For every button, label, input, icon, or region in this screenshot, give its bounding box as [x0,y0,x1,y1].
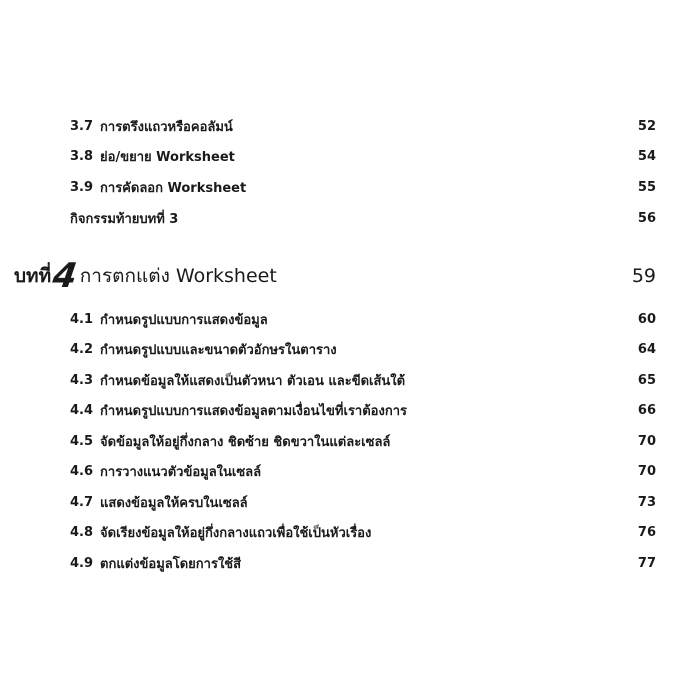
section-title: จัดเรียงข้อมูลให้อยู่กึ่งกลางแถวเพื่อใช้เป็นหัวเรื่อง [100,525,372,541]
toc-entry-4-9 [70,553,656,573]
section-title: แสดงข้อมูลให้ครบในเซลล์ [100,495,248,511]
section-number: 3.7 [70,118,94,134]
section-number: 4.2 [70,341,94,357]
toc-entry-activity-3 [70,208,656,228]
section-number: 4.6 [70,463,94,479]
page-number: 66 [637,402,656,418]
section-title: กำหนดข้อมูลให้แสดงเป็นตัวหนา ตัวเอน และขีดเส้นใต้ [100,373,406,389]
section-title: การวางแนวตัวข้อมูลในเซลล์ [100,464,262,480]
section-title: จัดข้อมูลให้อยู่กึ่งกลาง ชิดซ้าย ชิดขวาในแต่ละเซลล์ [100,434,391,450]
toc-entry-4-8 [70,522,656,542]
page-number: 77 [637,555,656,571]
section-title: กำหนดรูปแบบการแสดงข้อมูลตามเงื่อนไขที่เราต้องการ [100,403,407,419]
page-number: 76 [637,524,656,540]
section-number: 4.4 [70,402,94,418]
chapter-prefix: บทที่ [14,265,52,287]
section-title: กำหนดรูปแบบและขนาดตัวอักษรในตาราง [100,342,337,358]
toc-entry-4-5 [70,431,656,451]
section-number: 4.5 [70,433,94,449]
section-number: 4.7 [70,494,94,510]
page-number: 70 [637,433,656,449]
toc-entry-4-7 [70,492,656,512]
section-number: 4.9 [70,555,94,571]
toc-entry-3-9 [70,177,656,197]
section-title: ตกแต่งข้อมูลโดยการใช้สี [100,556,242,572]
section-title: การคัดลอก Worksheet [100,180,247,196]
toc-entry-4-3 [70,370,656,390]
toc-entry-4-6 [70,461,656,481]
page-number: 56 [637,210,656,226]
section-number: 3.9 [70,179,94,195]
chapter-title: การตกแต่ง Worksheet [79,265,277,287]
section-title: ย่อ/ขยาย Worksheet [100,149,235,165]
section-number: 3.8 [70,148,94,164]
section-title: กิจกรรมท้ายบทที่ 3 [70,211,179,227]
page-number: 64 [637,341,656,357]
toc-entry-4-1 [70,309,656,329]
chapter-number: 4 [50,256,79,296]
page-number: 54 [637,148,656,164]
section-number: 4.1 [70,311,94,327]
toc-entry-4-4 [70,400,656,420]
page-number: 55 [637,179,656,195]
section-number: 4.3 [70,372,94,388]
toc-entry-3-8 [70,146,656,166]
toc-entry-3-7 [70,116,656,136]
page-number: 52 [637,118,656,134]
page-number: 73 [637,494,656,510]
page-number: 60 [637,311,656,327]
chapter-page-number: 59 [631,265,656,287]
chapter-heading [14,258,656,294]
section-number: 4.8 [70,524,94,540]
page-number: 70 [637,463,656,479]
page-number: 65 [637,372,656,388]
section-title: กำหนดรูปแบบการแสดงข้อมูล [100,312,268,328]
section-title: การตรึงแถวหรือคอลัมน์ [100,119,233,135]
toc-entry-4-2 [70,339,656,359]
